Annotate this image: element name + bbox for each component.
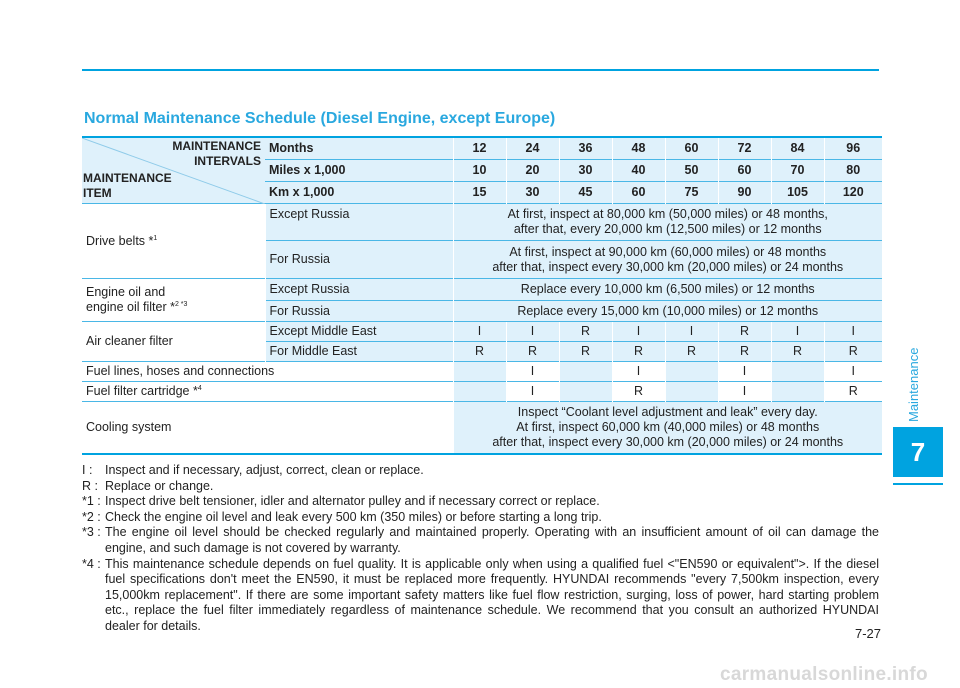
- footnote-mark: *4 :: [82, 556, 101, 571]
- drive-belts-label: [82, 204, 265, 279]
- engine-oil-label: [82, 279, 265, 322]
- interval-cell: [665, 362, 718, 382]
- interval-cell: I: [506, 382, 559, 402]
- top-rule: [82, 69, 879, 71]
- maintenance-schedule-table: [82, 136, 882, 455]
- miles-value: 60: [718, 160, 771, 182]
- drive-belts-except-russia-text: At first, inspect at 80,000 km (50,000 miles) or 48 months, after that, every 20,000 km (12,500 miles) or 12 months: [453, 204, 882, 241]
- table-row-engine-oil-except-russia: [82, 279, 882, 301]
- footnote-text: The engine oil level should be checked regularly and maintained properly. Operating with an insufficient amount of oil can damage the engine, and such damage is not covered by warranty.: [105, 525, 879, 555]
- km-value: 105: [771, 182, 824, 204]
- interval-cell: R: [824, 382, 882, 402]
- page-title: Normal Maintenance Schedule (Diesel Engine, except Europe): [84, 110, 556, 127]
- table-row-cooling-system: [82, 402, 882, 455]
- footnote-item: [82, 463, 879, 479]
- footnote-item: [82, 510, 879, 526]
- chapter-badge: 7: [893, 427, 943, 477]
- fuel-filter-label-text: Fuel filter cartridge *: [86, 384, 198, 398]
- miles-value: 80: [824, 160, 882, 182]
- km-value: 120: [824, 182, 882, 204]
- interval-cell: R: [506, 342, 559, 362]
- months-value: 12: [453, 137, 506, 160]
- engine-oil-sup: 2 *3: [174, 300, 188, 308]
- footnote-text: This maintenance schedule depends on fuel quality. It is applicable only when using a qualified fuel <"EN590 or equivalent">. If the diesel fuel specifications don't meet the EN590, it must be replaced more frequently. HYUNDAI recommends "every 7,500km inspection, every 15,000km replacement". If there are some important safety matters like fuel flow restriction, surging, loss of power, hard starting problem etc., replace the fuel filter immediately regardless of maintenance schedule. We recommend that you consult an authorized HYUNDAI dealer for details.: [105, 556, 879, 633]
- interval-cell: I: [718, 362, 771, 382]
- km-value: 15: [453, 182, 506, 204]
- miles-value: 40: [612, 160, 665, 182]
- km-value: 45: [559, 182, 612, 204]
- interval-cell: R: [771, 342, 824, 362]
- item-label-text: MAINTENANCE ITEM: [83, 171, 172, 200]
- interval-cell: I: [506, 322, 559, 342]
- interval-cell: R: [559, 322, 612, 342]
- interval-cell: I: [453, 322, 506, 342]
- months-value: 60: [665, 137, 718, 160]
- interval-cell: R: [824, 342, 882, 362]
- km-value: 75: [665, 182, 718, 204]
- km-value: 60: [612, 182, 665, 204]
- interval-cell: R: [718, 322, 771, 342]
- interval-cell: [559, 382, 612, 402]
- chapter-side-label: Maintenance: [906, 347, 921, 423]
- drive-belts-label-text: Drive belts *: [86, 233, 154, 248]
- cooling-system-text: Inspect “Coolant level adjustment and leak” every day. At first, inspect 60,000 km (40,000 miles) or 48 months after that, inspect every 30,000 km (20,000 miles) or 24 months: [453, 402, 882, 455]
- interval-cell: R: [453, 342, 506, 362]
- engine-oil-label-line2: engine oil filter *: [86, 300, 175, 314]
- interval-cell: I: [824, 322, 882, 342]
- interval-cell: [559, 362, 612, 382]
- interval-cell: R: [559, 342, 612, 362]
- air-cleaner-except-me-label: Except Middle East: [265, 322, 453, 342]
- header-row-months: [82, 137, 882, 160]
- header-months-label: Months: [265, 137, 453, 160]
- table-corner-header: [82, 137, 265, 204]
- months-value: 24: [506, 137, 559, 160]
- footnote-item: [82, 494, 879, 510]
- footnote-mark: *3 :: [82, 525, 101, 540]
- interval-cell: I: [718, 382, 771, 402]
- interval-cell: R: [718, 342, 771, 362]
- drive-belts-for-russia-label: For Russia: [265, 241, 453, 279]
- miles-value: 30: [559, 160, 612, 182]
- footnote-text: Inspect and if necessary, adjust, correct, clean or replace.: [105, 463, 424, 477]
- interval-cell: [453, 362, 506, 382]
- interval-cell: I: [665, 322, 718, 342]
- cooling-system-label: Cooling system: [82, 402, 453, 455]
- table-row-fuel-lines: [82, 362, 882, 382]
- watermark: carmanualsonline.info: [720, 664, 928, 685]
- engine-oil-except-russia-label: Except Russia: [265, 279, 453, 301]
- drive-belts-for-russia-text: At first, inspect at 90,000 km (60,000 miles) or 48 months after that, inspect every 30,000 km (20,000 miles) or 24 months: [453, 241, 882, 279]
- miles-value: 20: [506, 160, 559, 182]
- interval-cell: [665, 382, 718, 402]
- footnote-text: Inspect drive belt tensioner, idler and alternator pulley and if necessary correct or replace.: [105, 494, 600, 509]
- months-value: 96: [824, 137, 882, 160]
- header-km-label: Km x 1,000: [265, 182, 453, 204]
- engine-oil-for-russia-label: For Russia: [265, 301, 453, 322]
- interval-cell: [771, 362, 824, 382]
- interval-cell: I: [612, 362, 665, 382]
- months-value: 48: [612, 137, 665, 160]
- drive-belts-except-russia-label: Except Russia: [265, 204, 453, 241]
- footnote-mark: R :: [82, 478, 98, 493]
- footnote-mark: *2 :: [82, 509, 101, 524]
- header-miles-label: Miles x 1,000: [265, 160, 453, 182]
- fuel-filter-label: [82, 382, 453, 402]
- item-label: [83, 171, 172, 201]
- interval-cell: R: [612, 342, 665, 362]
- interval-cell: I: [612, 322, 665, 342]
- interval-cell: [453, 382, 506, 402]
- miles-value: 10: [453, 160, 506, 182]
- footnote-text: Check the engine oil level and leak every 500 km (350 miles) or before starting a long trip.: [105, 509, 602, 524]
- months-value: 36: [559, 137, 612, 160]
- interval-cell: I: [506, 362, 559, 382]
- interval-cell: R: [612, 382, 665, 402]
- interval-cell: I: [824, 362, 882, 382]
- drive-belts-sup: 1: [153, 234, 158, 242]
- intervals-label: [172, 139, 261, 169]
- months-value: 72: [718, 137, 771, 160]
- engine-oil-label-line1: Engine oil and: [86, 285, 166, 299]
- miles-value: 70: [771, 160, 824, 182]
- footnote-mark: *1 :: [82, 494, 101, 509]
- months-value: 84: [771, 137, 824, 160]
- footnotes: [82, 463, 879, 635]
- interval-cell: [771, 382, 824, 402]
- km-value: 30: [506, 182, 559, 204]
- km-value: 90: [718, 182, 771, 204]
- table-row-drive-belts-except-russia: [82, 204, 882, 241]
- interval-cell: I: [771, 322, 824, 342]
- footnote-mark: I :: [82, 463, 93, 477]
- fuel-filter-sup: 4: [197, 384, 202, 392]
- page-number: 7-27: [854, 626, 881, 641]
- intervals-label-text: MAINTENANCE INTERVALS: [172, 139, 261, 168]
- engine-oil-for-russia-text: Replace every 15,000 km (10,000 miles) or 12 months: [453, 301, 882, 322]
- fuel-lines-label: Fuel lines, hoses and connections: [82, 362, 453, 382]
- interval-cell: R: [665, 342, 718, 362]
- table-row-fuel-filter: [82, 382, 882, 402]
- footnote-item: [82, 479, 879, 495]
- miles-value: 50: [665, 160, 718, 182]
- engine-oil-except-russia-text: Replace every 10,000 km (6,500 miles) or 12 months: [453, 279, 882, 301]
- side-rule: [893, 483, 943, 485]
- footnote-item: [82, 557, 879, 635]
- air-cleaner-label: Air cleaner filter: [82, 322, 265, 362]
- footnote-text: Replace or change.: [105, 478, 214, 493]
- table-row-air-cleaner-except-me: [82, 322, 882, 342]
- air-cleaner-for-me-label: For Middle East: [265, 342, 453, 362]
- footnote-item: [82, 525, 879, 556]
